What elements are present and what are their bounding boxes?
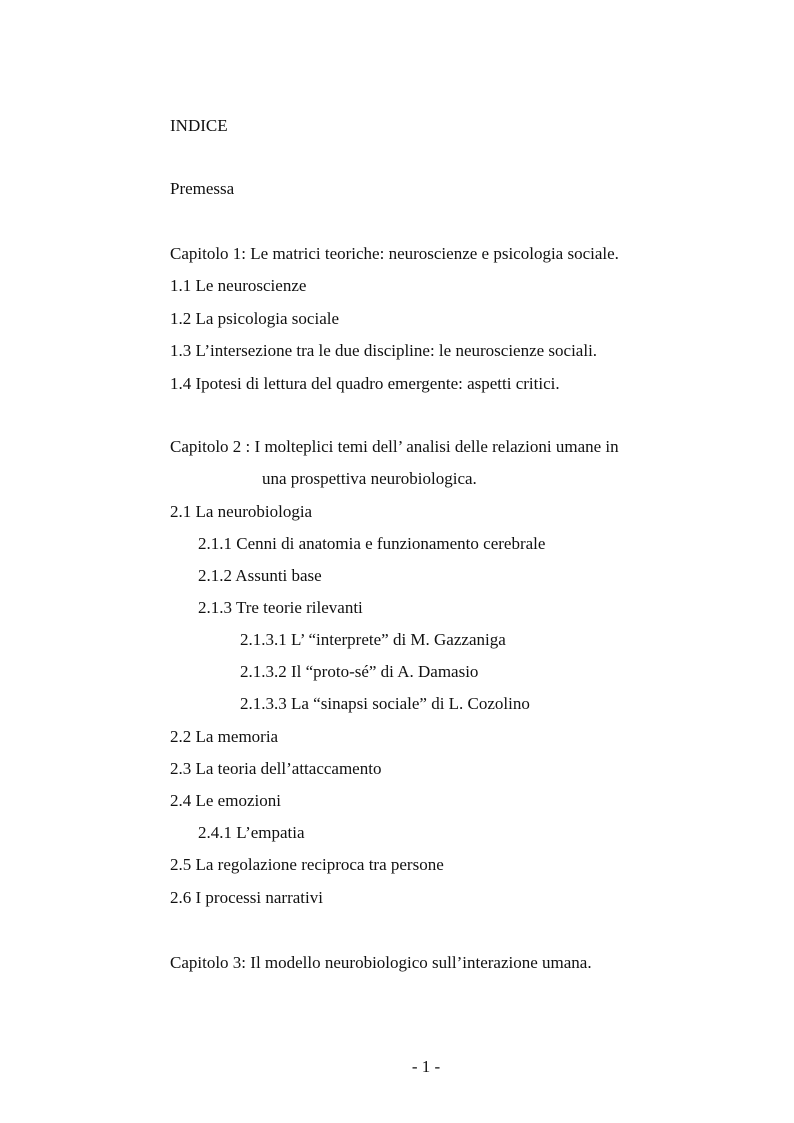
preface-entry: Premessa	[170, 179, 235, 198]
toc-entry-2-1: 2.1 La neurobiologia	[170, 502, 313, 521]
chapter-2-title: Capitolo 2 : I molteplici temi dell’ analisi delle relazioni umane in	[170, 437, 619, 456]
toc-entry-1-2: 1.2 La psicologia sociale	[170, 309, 340, 328]
toc-entry-2-1-3-2: 2.1.3.2 Il “proto-sé” di A. Damasio	[240, 662, 479, 681]
toc-entry-2-3: 2.3 La teoria dell’attaccamento	[170, 759, 382, 778]
toc-entry-2-4: 2.4 Le emozioni	[170, 791, 281, 810]
toc-entry-2-5: 2.5 La regolazione reciproca tra persone	[170, 855, 444, 874]
toc-entry-1-1: 1.1 Le neuroscienze	[170, 276, 307, 295]
toc-entry-2-4-1: 2.4.1 L’empatia	[198, 823, 305, 842]
page-number: - 1 -	[411, 1057, 441, 1076]
toc-entry-2-1-3-3: 2.1.3.3 La “sinapsi sociale” di L. Cozolino	[240, 694, 530, 713]
toc-entry-1-3: 1.3 L’intersezione tra le due discipline: le neuroscienze sociali.	[170, 341, 598, 360]
toc-entry-2-1-3: 2.1.3 Tre teorie rilevanti	[198, 598, 363, 617]
chapter-1-title: Capitolo 1: Le matrici teoriche: neuroscienze e psicologia sociale.	[170, 244, 619, 263]
index-heading: INDICE	[170, 116, 228, 135]
toc-entry-2-2: 2.2 La memoria	[170, 727, 279, 746]
toc-entry-2-1-3-1: 2.1.3.1 L’ “interprete” di M. Gazzaniga	[240, 630, 506, 649]
chapter-2-title-continuation: una prospettiva neurobiologica.	[262, 469, 477, 488]
toc-entry-1-4: 1.4 Ipotesi di lettura del quadro emergente: aspetti critici.	[170, 374, 560, 393]
chapter-3-title: Capitolo 3: Il modello neurobiologico sull’interazione umana.	[170, 953, 592, 972]
toc-entry-2-1-2: 2.1.2 Assunti base	[198, 566, 322, 585]
toc-entry-2-1-1: 2.1.1 Cenni di anatomia e funzionamento cerebrale	[198, 534, 546, 553]
toc-entry-2-6: 2.6 I processi narrativi	[170, 888, 323, 907]
